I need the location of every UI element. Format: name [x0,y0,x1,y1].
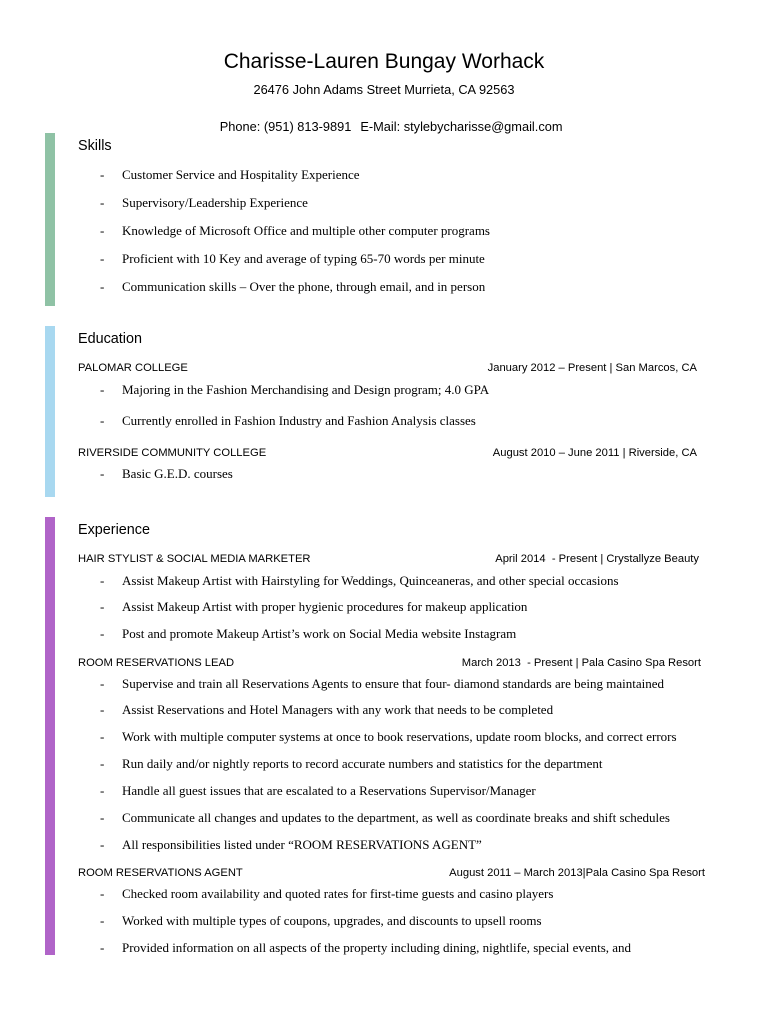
institution-name: RIVERSIDE COMMUNITY COLLEGE [78,447,267,459]
job-dates-employer: April 2014 - Present | Crystallyze Beauty [495,553,699,565]
job-bullet [100,809,670,827]
bullet-marker: - [100,626,105,641]
education-bullet-text: Currently enrolled in Fashion Industry and Fashion Analysis classes [122,413,476,428]
bullet-marker: - [100,167,105,182]
education-bullet [100,465,233,483]
email-text: E-Mail: stylebycharisse@gmail.com [360,119,563,134]
experience-heading: Experience [78,522,150,538]
skills-accent-bar [45,133,55,306]
education-entry-header [78,444,697,462]
job-bullet-text: Checked room availability and quoted rates for first-time guests and casino players [122,886,554,901]
education-bullet [100,381,489,399]
bullet-marker: - [100,279,105,294]
education-entry-header [78,359,697,377]
job-bullet-text: All responsibilities listed under “ROOM RESERVATIONS AGENT” [122,837,482,852]
experience-accent-bar [45,517,55,955]
job-bullet [100,701,553,719]
job-dates-employer: March 2013 - Present | Pala Casino Spa Resort [461,657,701,669]
job-bullet-text: Post and promote Makeup Artist’s work on Social Media website Instagram [122,626,517,641]
job-title: ROOM RESERVATIONS LEAD [78,657,235,669]
skill-text: Supervisory/Leadership Experience [122,195,308,210]
job-bullet [100,675,664,693]
skill-item [100,250,485,268]
job-bullet [100,885,553,903]
education-heading: Education [78,331,143,347]
job-bullet-text: Supervise and train all Reservations Agents to ensure that four- diamond standards are being maintained [122,676,664,691]
education-bullet-text: Majoring in the Fashion Merchandising and Design program; 4.0 GPA [122,382,490,397]
bullet-marker: - [100,729,105,744]
education-bullet-text: Basic G.E.D. courses [122,466,233,481]
job-header [78,654,701,672]
contact-line [0,100,768,154]
skill-item [100,278,485,296]
bullet-marker: - [100,599,105,614]
job-bullet [100,912,542,930]
bullet-marker: - [100,676,105,691]
bullet-marker: - [100,886,105,901]
education-bullet [100,412,476,430]
bullet-marker: - [100,940,105,955]
job-bullet [100,572,619,590]
education-dates-location: January 2012 – Present | San Marcos, CA [487,362,697,374]
bullet-marker: - [100,913,105,928]
job-bullet [100,836,482,854]
job-bullet-text: Run daily and/or nightly reports to record accurate numbers and statistics for the department [122,756,603,771]
job-bullet [100,598,527,616]
job-bullet [100,782,536,800]
job-header [78,864,705,882]
address-line: 26476 John Adams Street Murrieta, CA 92563 [253,82,515,97]
bullet-marker: - [100,783,105,798]
bullet-marker: - [100,810,105,825]
job-bullet [100,755,603,773]
job-bullet-text: Worked with multiple types of coupons, upgrades, and discounts to upsell rooms [122,913,542,928]
job-title: HAIR STYLIST & SOCIAL MEDIA MARKETER [78,553,311,565]
phone-text: Phone: (951) 813-9891 [219,119,352,134]
job-bullet [100,728,677,746]
bullet-marker: - [100,837,105,852]
bullet-marker: - [100,466,105,481]
job-bullet-text: Communicate all changes and updates to the department, as well as coordinate breaks and shift schedules [122,810,670,825]
skill-item [100,166,360,184]
job-bullet-text: Assist Reservations and Hotel Managers with any work that needs to be completed [122,702,554,717]
skill-item [100,194,308,212]
job-bullet-text: Assist Makeup Artist with Hairstyling for Weddings, Quinceaneras, and other special occasions [122,573,619,588]
skill-item [100,222,490,240]
skill-text: Customer Service and Hospitality Experience [122,167,360,182]
job-bullet-text: Handle all guest issues that are escalated to a Reservations Supervisor/Manager [122,783,536,798]
skill-text: Proficient with 10 Key and average of typing 65-70 words per minute [122,251,485,266]
skills-heading: Skills [78,138,112,154]
job-bullet [100,939,631,957]
bullet-marker: - [100,756,105,771]
job-bullet [100,625,516,643]
candidate-name: Charisse-Lauren Bungay Worhack [223,50,545,73]
bullet-marker: - [100,702,105,717]
skill-text: Communication skills – Over the phone, through email, and in person [122,279,486,294]
job-bullet-text: Provided information on all aspects of the property including dining, nightlife, special events, and [122,940,632,955]
bullet-marker: - [100,251,105,266]
job-bullet-text: Assist Makeup Artist with proper hygienic procedures for makeup application [122,599,528,614]
institution-name: PALOMAR COLLEGE [78,362,188,374]
job-bullet-text: Work with multiple computer systems at once to book reservations, update room blocks, and correct errors [122,729,677,744]
bullet-marker: - [100,382,105,397]
bullet-marker: - [100,223,105,238]
job-title: ROOM RESERVATIONS AGENT [78,867,243,879]
bullet-marker: - [100,413,105,428]
bullet-marker: - [100,195,105,210]
bullet-marker: - [100,573,105,588]
education-dates-location: August 2010 – June 2011 | Riverside, CA [492,447,697,459]
skill-text: Knowledge of Microsoft Office and multiple other computer programs [122,223,490,238]
job-dates-employer: August 2011 – March 2013|Pala Casino Spa Resort [449,867,705,879]
education-accent-bar [45,326,55,497]
job-header [78,550,699,568]
